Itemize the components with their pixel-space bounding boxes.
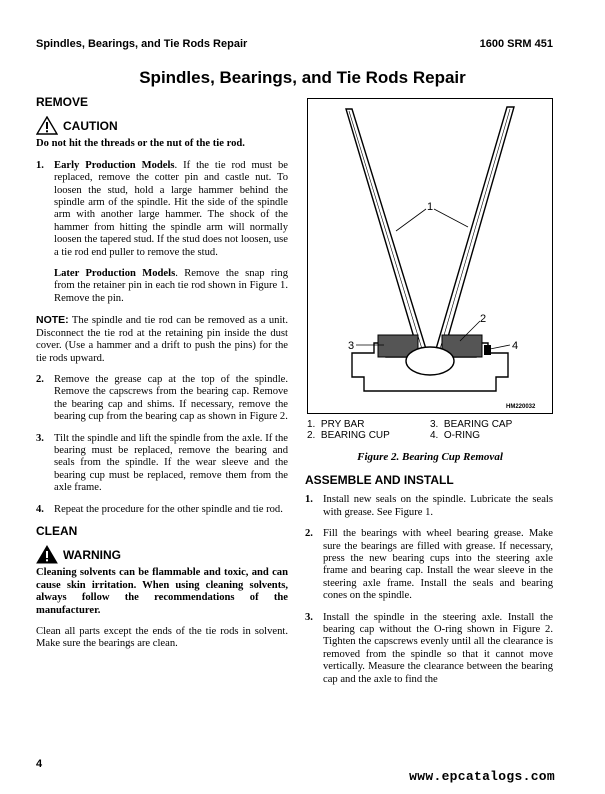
page-title: Spindles, Bearings, and Tie Rods Repair: [139, 68, 466, 87]
assemble-step-1: [305, 494, 553, 519]
watermark-link[interactable]: www.epcatalogs.com: [409, 769, 555, 784]
running-header-right: 1600 SRM 451: [479, 38, 553, 50]
callout-2: 2: [480, 313, 487, 325]
step-text: Install the spindle in the steering axle. Install the bearing cap without the O-ring shown in Figure 2. Tighten the capscrews evenly until all the clearance is removed from the spindle so that it cannot move vertically. Measure the clearance between the bearing cap and the axle to find the: [323, 611, 553, 685]
warning-label: WARNING: [63, 547, 121, 562]
early-production-label: Early Production Models: [54, 159, 175, 171]
step-text: Tilt the spindle and lift the spindle from the axle. If the bearing must be replaced, remove the bearing and seals from the spindle. If the wear sleeve and the bearing cup must be replaced, remove them from the axle frame.: [54, 432, 288, 494]
figure-legend: [307, 419, 553, 441]
step-text: Repeat the procedure for the other spindle and tie rod.: [54, 503, 283, 515]
caution-triangle-icon: [36, 116, 58, 135]
assemble-step-3: [305, 612, 553, 686]
step-number: 1.: [36, 159, 44, 171]
warning-text: Cleaning solvents can be flammable and toxic, and can cause skin irritation. When using cleaning solvents, always follow the recommendations of the manufacturer.: [36, 567, 288, 616]
figure-caption: Figure 2. Bearing Cup Removal: [357, 451, 503, 463]
legend-item: 4. O-RING: [430, 430, 481, 441]
callout-4: 4: [512, 340, 519, 352]
caution-label: CAUTION: [63, 118, 118, 133]
step-number: 4.: [36, 503, 44, 515]
clean-text: Clean all parts except the ends of the tie rods in solvent. Make sure the bearings are clean.: [36, 626, 288, 650]
legend-item: 2. BEARING CUP: [307, 430, 390, 441]
remove-step-1-later: [54, 268, 288, 305]
step-text: . If the tie rod must be replaced, remove the cotter pin and castle nut. To loosen the stud, hold a large hammer behind the spindle arm of the spindle. Hit the side of the spindle arm with another large hammer. The shock of the hammer from hitting the spindle arm will normally loosen the tapered stud. If the stud does not loosen, use a tie rod end puller to remove the stud.: [54, 159, 288, 258]
assemble-step-2: [305, 528, 553, 602]
step-text: . Remove the snap ring from the retainer pin in each tie rod shown in Figure 1. Remove the pin.: [54, 268, 288, 304]
caution-text: Do not hit the threads or the nut of the tie rod.: [36, 138, 245, 150]
right-column: [305, 474, 553, 695]
pry-bar-left: [346, 109, 426, 351]
note-label: NOTE:: [36, 314, 69, 327]
step-number: 2.: [305, 528, 313, 540]
step-text: Install new seals on the spindle. Lubricate the seals with grease. See Figure 1.: [323, 494, 553, 518]
caution-header: [36, 116, 288, 135]
callout-1: 1: [427, 201, 434, 213]
step-text: Fill the bearings with wheel bearing grease. Make sure the bearings are filled with grease. If necessary, press the new bearing cups into the steering axle frame and bearing cap. Install the wear sleeve in the steering axle frame. Install the seals and bearing cones on the spindle.: [323, 528, 553, 602]
page-number: 4: [36, 758, 43, 770]
warning-triangle-icon: [36, 545, 58, 564]
remove-step-3: [36, 433, 288, 495]
step-text: Remove the grease cap at the top of the spindle. Remove the capscrews from the bearing cap. Remove the bearing cap and shims. If necessary, remove the bearing cup from the bearing cap as shown in Figure 2.: [54, 373, 288, 423]
step-number: 3.: [36, 432, 44, 444]
assemble-heading: ASSEMBLE AND INSTALL: [305, 473, 454, 487]
remove-step-2: [36, 374, 288, 424]
warning-header: [36, 545, 288, 564]
remove-heading: REMOVE: [36, 95, 89, 109]
step-number: 2.: [36, 373, 44, 385]
callout-3: 3: [348, 340, 355, 352]
later-production-label: Later Production Models: [54, 268, 176, 280]
clean-heading: CLEAN: [36, 523, 78, 538]
step-number: 1.: [305, 494, 313, 506]
bearing-cup-removal-drawing: [308, 99, 552, 413]
note-text: The spindle and tie rod can be removed as a unit. Disconnect the tie rod at the retaining pin inside the dust cover. (Use a hammer and a drift to push the pins) for the tie rods upward.: [36, 315, 288, 364]
note-paragraph: [36, 314, 288, 365]
legend-item: 3. BEARING CAP: [430, 419, 513, 430]
remove-step-4: [36, 504, 288, 516]
step-number: 3.: [305, 611, 313, 623]
o-ring: [484, 345, 491, 355]
spindle: [406, 347, 454, 375]
legend-item: 1. PRY BAR: [307, 419, 365, 430]
figure-bearing-cup-removal: [307, 98, 553, 414]
figure-code: HM220032: [506, 404, 536, 410]
remove-step-1: [36, 160, 288, 259]
running-header-left: Spindles, Bearings, and Tie Rods Repair: [36, 38, 248, 50]
left-column: [36, 96, 288, 660]
